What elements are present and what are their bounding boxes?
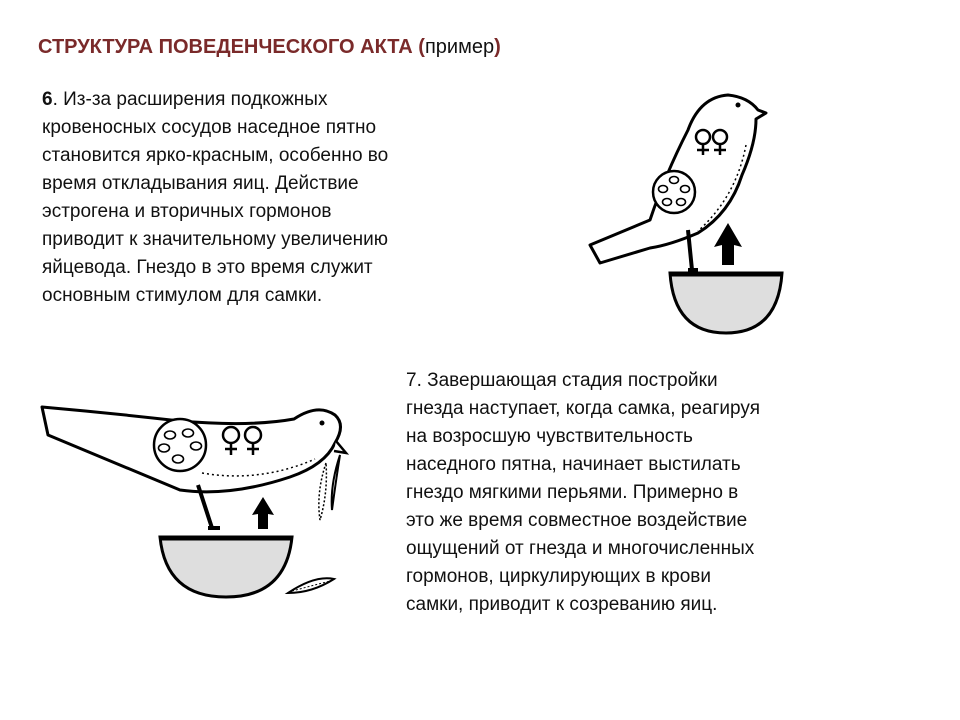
nest-icon [670, 273, 782, 333]
paragraph-6-line: приводит к значительному увеличению [42, 229, 388, 250]
paragraph-6-line [42, 86, 388, 114]
paragraph-6-number: 6 [42, 89, 53, 110]
title-subtitle: пример [424, 36, 495, 58]
paragraph-7-line: 7. Завершающая стадия постройки [406, 370, 718, 391]
paragraph-7-line: гнездо мягкими перьями. Примерно в [406, 482, 739, 503]
paragraph-7-line: гормонов, циркулирующих в крови [406, 566, 712, 587]
paragraph-6-line-text: . Из-за расширения подкожных [52, 89, 328, 110]
bird-lining-nest-illustration-7 [30, 385, 370, 605]
paragraph-6-line: основным стимулом для самки. [42, 285, 323, 306]
up-arrow-icon [252, 497, 274, 529]
title-paren-close: ) [494, 36, 501, 58]
beak [334, 441, 346, 453]
title-main: СТРУКТУРА ПОВЕДЕНЧЕСКОГО АКТА [38, 36, 413, 58]
paragraph-7 [406, 367, 760, 619]
page-title [38, 36, 501, 59]
feather-icon [319, 455, 340, 520]
paragraph-6-line: яйцевода. Гнездо в это время служит [42, 257, 373, 278]
paragraph-7-line: самки, приводит к созреванию яиц. [406, 594, 718, 615]
paragraph-7-line: гнезда наступает, когда самка, реагируя [406, 398, 760, 419]
paragraph-7-line: на возросшую чувствительность [406, 426, 693, 447]
paragraph-7-line: ощущений от гнезда и многочисленных [406, 538, 755, 559]
paragraph-7-line: это же время совместное воздействие [406, 510, 748, 531]
feather-icon [288, 578, 334, 593]
paragraph-6-line: становится ярко-красным, особенно во [42, 145, 389, 166]
egg-cluster-icon [653, 171, 695, 213]
nest-icon [160, 537, 292, 597]
title-paren-open: ( [418, 36, 425, 58]
up-arrow-icon [714, 223, 742, 265]
paragraph-6-line: кровеносных сосудов наседное пятно [42, 117, 377, 138]
paragraph-6-line: время откладывания яиц. Действие [42, 173, 359, 194]
bird-on-nest-illustration-6 [570, 85, 790, 345]
egg-cluster-icon [154, 419, 206, 471]
paragraph-7-line: наседного пятна, начинает выстилать [406, 454, 741, 475]
paragraph-6 [42, 86, 388, 310]
paragraph-6-line: эстрогена и вторичных гормонов [42, 201, 332, 222]
